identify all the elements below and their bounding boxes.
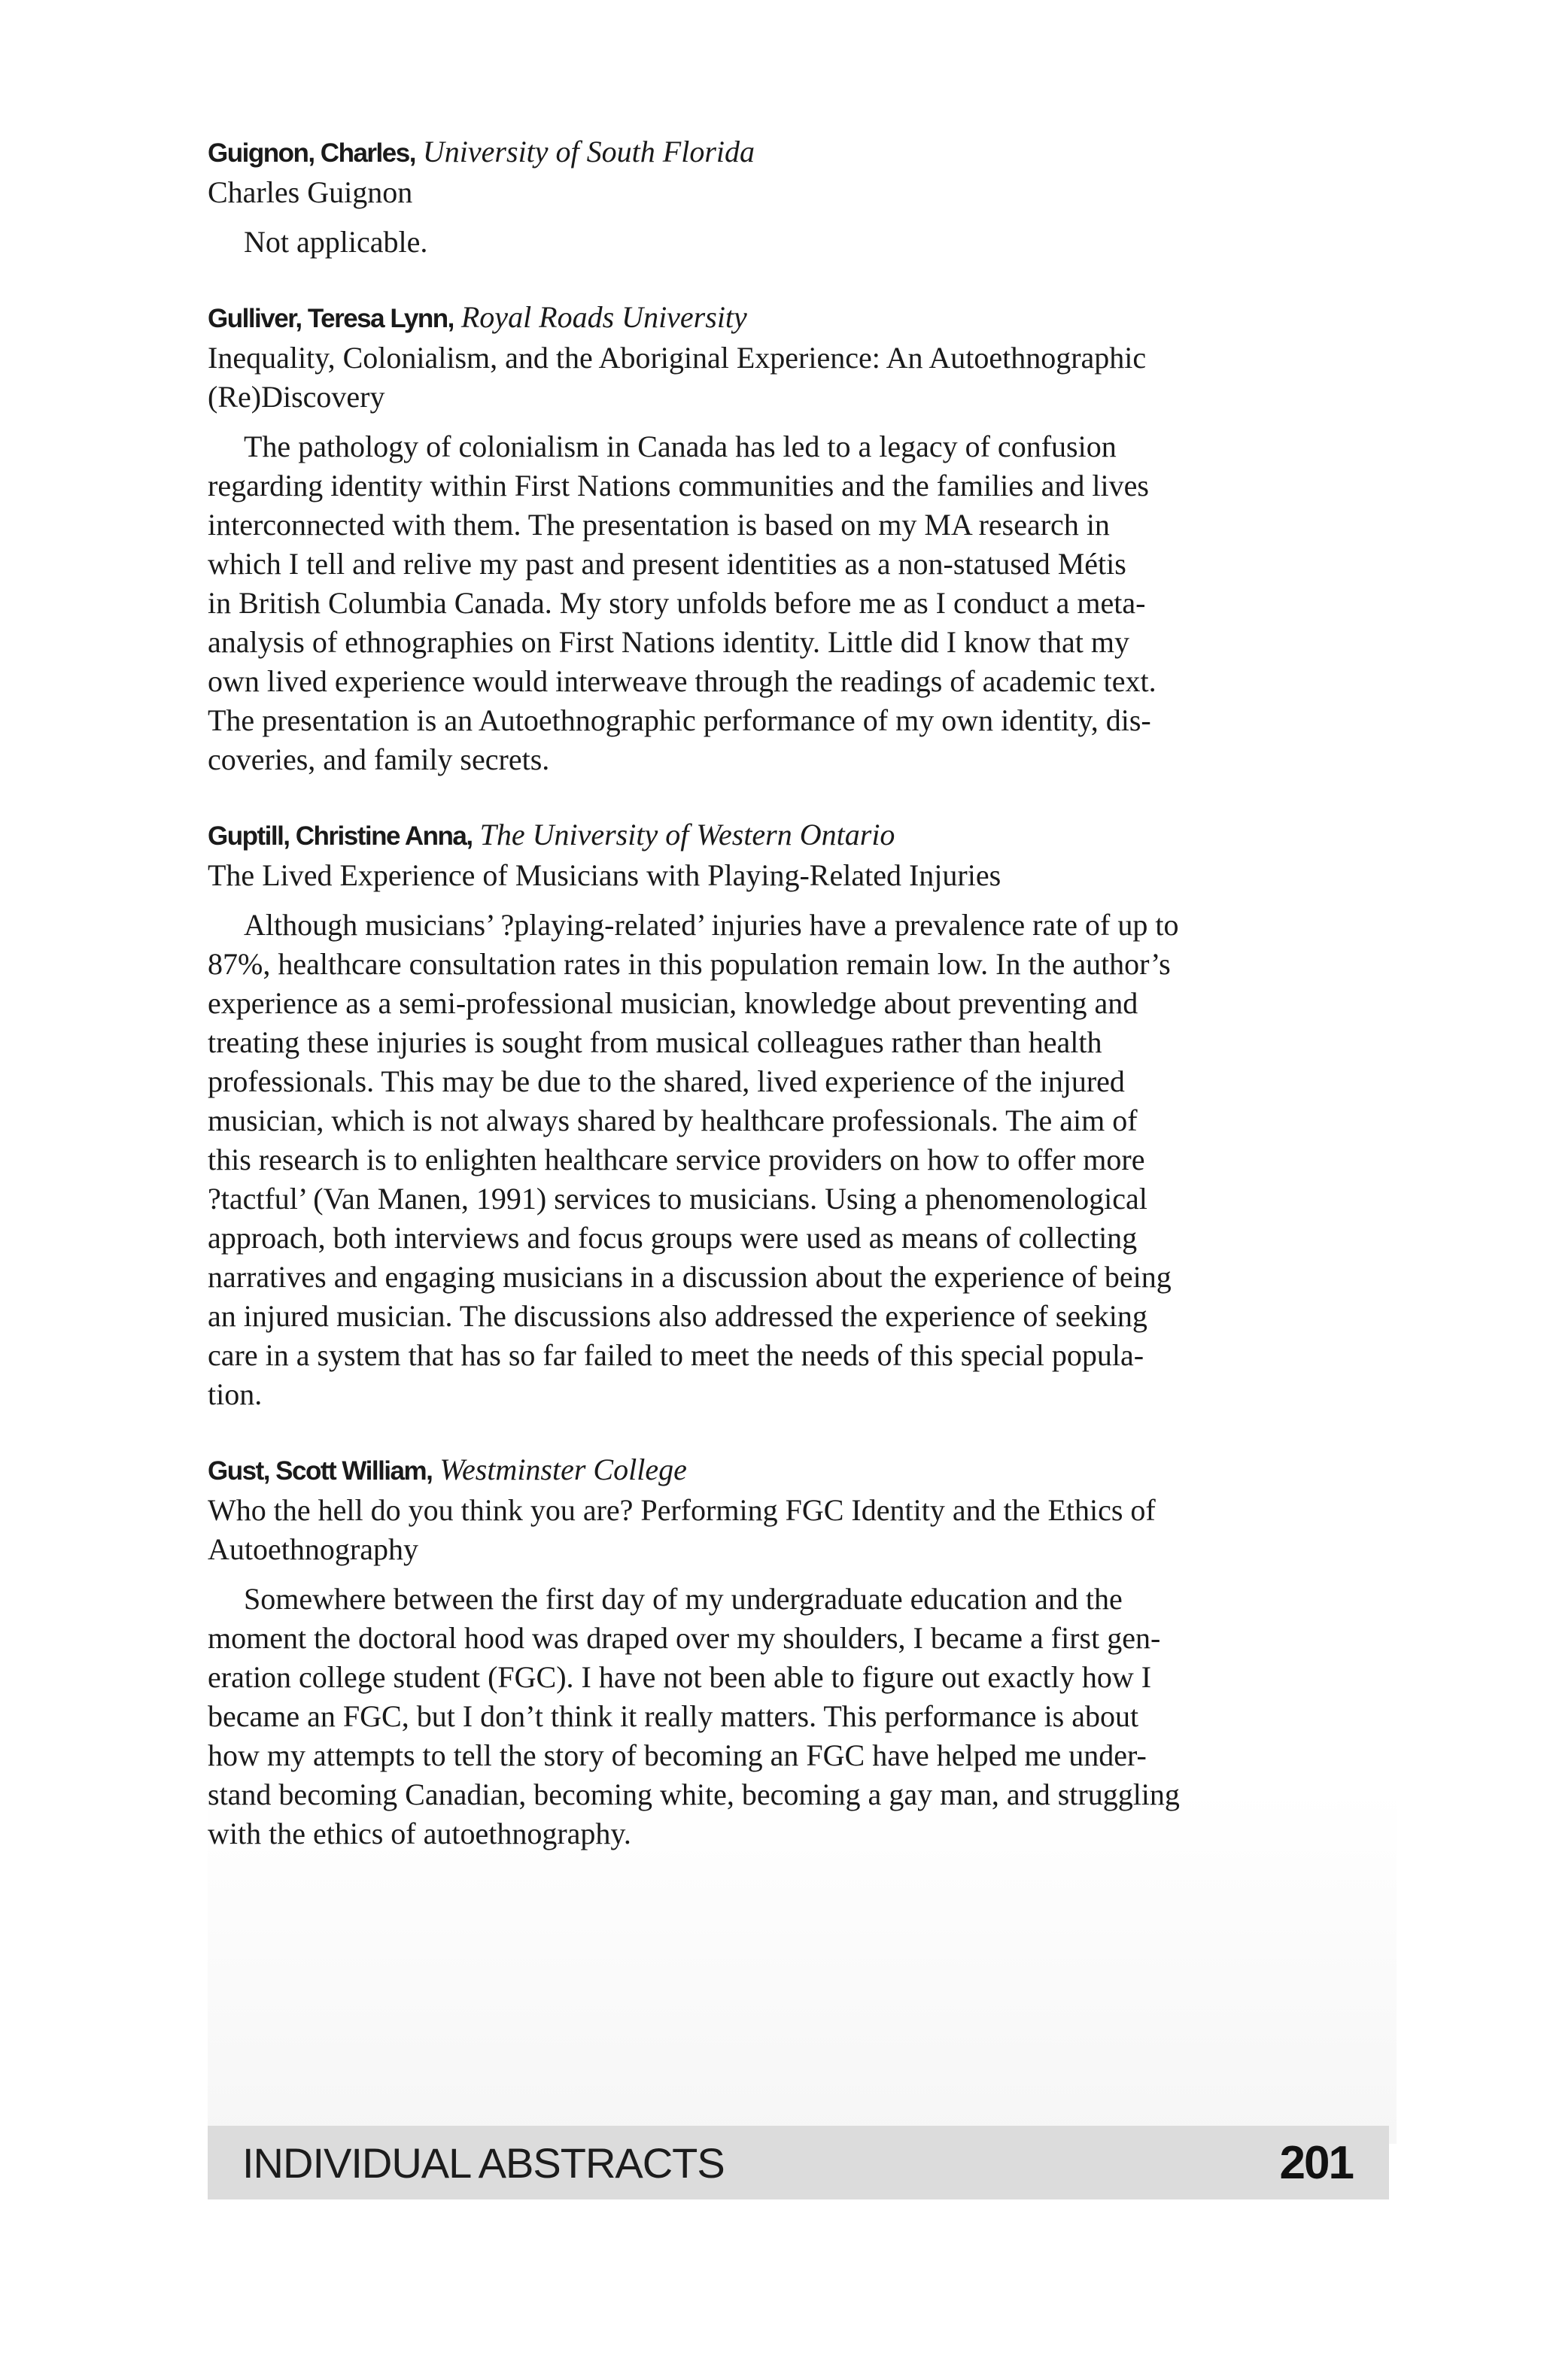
author-name: Guptill, Christine Anna, <box>208 821 473 851</box>
abstract-text: The pathology of colonialism in Canada has led to a legacy of confusion regarding identity within First Nations communities and the families and lives interconnected with them. The presentation is based on my MA research in which I tell and relive my past and present identities as a non-statused Métis in British Columbia Canada. My story unfolds before me as I conduct a meta- analysis of ethnographies on First Nations identity. Little did I know that my own lived experience would interweave through the readings of academic text. The presentation is an Autoethnographic performance of my own identity, dis- coveries, and family secrets. <box>208 430 1157 776</box>
page-number: 201 <box>1279 2137 1353 2189</box>
abstract-entry <box>208 132 1397 262</box>
author-name: Gulliver, Teresa Lynn, <box>208 304 454 333</box>
running-footer <box>208 2126 1389 2199</box>
author-affiliation: Royal Roads University <box>460 300 747 334</box>
author-affiliation: University of South Florida <box>422 135 755 168</box>
abstract-entry <box>208 298 1397 779</box>
entry-heading <box>208 815 1397 856</box>
author-name: Guignon, Charles, <box>208 138 415 168</box>
abstract-text: Although musicians’ ?playing-related’ injuries have a prevalence rate of up to 87%, healthcare consultation rates in this population remain low. In the author’s experience as a semi-professional musician, knowledge about preventing and treating these injuries is sought from musical colleagues rather than health professionals. This may be due to the shared, lived experience of the injured musician, which is not always shared by healthcare professionals. The aim of this research is to enlighten healthcare service providers on how to offer more ?tactful’ (Van Manen, 1991) services to musicians. Using a phenomenological approach, both interviews and focus groups were used as means of collecting narratives and engaging musicians in a discussion about the experience of being an injured musician. The discussions also addressed the experience of seeking care in a system that has so far failed to meet the needs of this special popula- tion. <box>208 908 1179 1411</box>
abstract-title: Who the hell do you think you are? Performing FGC Identity and the Ethics of Autoethnography <box>208 1493 1156 1566</box>
abstract-entry <box>208 1450 1397 1853</box>
abstract-title: The Lived Experience of Musicians with Playing-Related Injuries <box>208 858 1001 892</box>
author-name: Gust, Scott William, <box>208 1456 433 1486</box>
author-affiliation: The University of Western Ontario <box>479 818 895 852</box>
abstract-text: Somewhere between the first day of my undergraduate education and the moment the doctoral hood was draped over my shoulders, I became a first gen- eration college student (FGC). I have not been able to figure out exactly how I became an FGC, but I don’t think it really matters. This performance is about how my attempts to tell the story of becoming an FGC have helped me under- stand becoming Canadian, becoming white, becoming a gay man, and struggling with the ethics of autoethnography. <box>208 1582 1180 1850</box>
abstract-title: Inequality, Colonialism, and the Aboriginal Experience: An Autoethnographic (Re)Discovery <box>208 341 1147 414</box>
entry-heading <box>208 132 1397 173</box>
entry-heading <box>208 1450 1397 1491</box>
author-affiliation: Westminster College <box>439 1453 687 1486</box>
entry-heading <box>208 298 1397 338</box>
abstract-title: Charles Guignon <box>208 175 413 209</box>
section-title: INDIVIDUAL ABSTRACTS <box>242 2139 725 2187</box>
abstract-text: Not applicable. <box>244 225 428 259</box>
abstracts-list <box>208 132 1397 1890</box>
abstract-entry <box>208 815 1397 1414</box>
